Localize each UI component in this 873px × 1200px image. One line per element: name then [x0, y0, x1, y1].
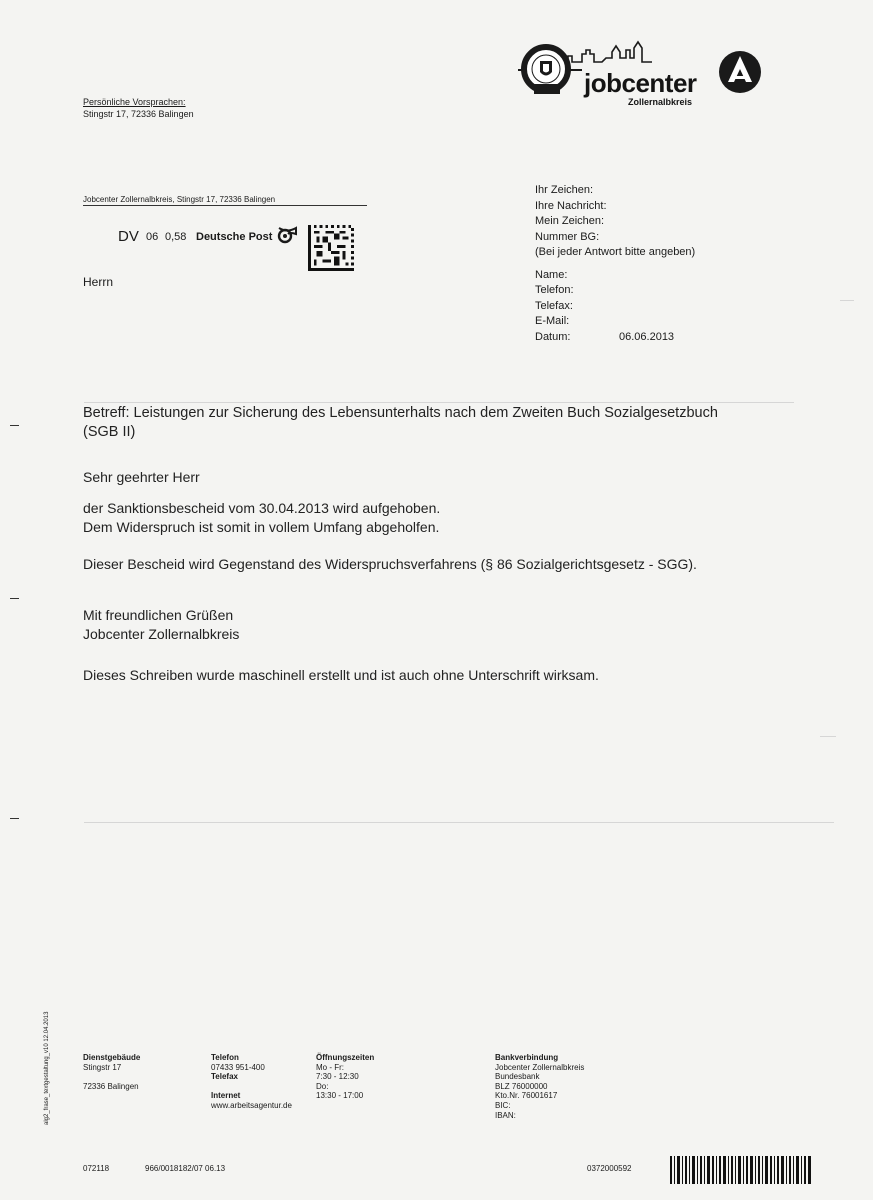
footer-bank-institute: Bundesbank	[495, 1072, 540, 1082]
ref-telefon: Telefon:	[535, 284, 574, 296]
visit-address-label: Persönliche Vorsprachen:	[83, 97, 186, 107]
footer-hours-time-2: 13:30 - 17:00	[316, 1091, 364, 1101]
postage-carrier: Deutsche Post	[196, 231, 273, 243]
letter-paragraph-2: Dieser Bescheid wird Gegenstand des Widerspruchsverfahrens (§ 86 Sozialgerichtsgesetz - SGG).	[83, 556, 697, 572]
footer-fax-title: Telefax	[211, 1072, 238, 1082]
postage-stamp	[118, 228, 358, 274]
closing-line-1: Mit freundlichen Grüßen	[83, 607, 234, 623]
scan-rule	[84, 402, 794, 403]
paragraph-1-line-1: der Sanktionsbescheid vom 30.04.2013 wird aufgehoben.	[83, 500, 441, 516]
footer-phone: 07433 951-400	[211, 1062, 265, 1072]
ref-ihr-zeichen: Ihr Zeichen:	[535, 184, 594, 196]
footer-internet: www.arbeitsagentur.de	[211, 1100, 292, 1110]
ref-mein-zeichen: Mein Zeichen:	[535, 215, 605, 227]
footer-contact	[211, 1053, 311, 1111]
footer-hours-time-1: 7:30 - 12:30	[316, 1072, 359, 1082]
postage-amount: 0,58	[165, 231, 187, 243]
ref-name: Name:	[535, 268, 568, 281]
footer-bank	[495, 1053, 635, 1120]
footer-bank-kto: Kto.Nr. 76001617	[495, 1091, 558, 1101]
logo-region: Zollernalbkreis	[628, 97, 693, 107]
paragraph-1-line-2: Dem Widerspruch ist somit in vollem Umfang abgeholfen.	[83, 519, 440, 535]
scan-rule	[840, 300, 854, 301]
letter-closing	[83, 606, 239, 644]
footer-phone-title: Telefon	[211, 1053, 239, 1062]
footer-internet-title: Internet	[211, 1091, 241, 1101]
footer-building-street: Stingstr 17	[83, 1062, 122, 1072]
postage-dv: DV	[118, 228, 139, 245]
reference-block	[535, 183, 835, 345]
letter-greeting: Sehr geehrter Herr	[83, 469, 200, 485]
fold-mark	[10, 598, 19, 599]
footer-hours	[316, 1053, 426, 1101]
post-horn-icon	[276, 224, 298, 246]
footer-bank-iban: IBAN:	[495, 1110, 516, 1120]
ref-hint: (Bei jeder Antwort bitte angeben)	[535, 246, 696, 258]
footer-bank-bic: BIC:	[495, 1100, 511, 1110]
fold-mark	[10, 425, 19, 426]
ref-date-row	[535, 330, 835, 346]
ref-email: E-Mail:	[535, 315, 570, 327]
footer-building-title: Dienstgebäude	[83, 1053, 141, 1062]
code-middle: 966/0018182/07 06.13	[145, 1164, 226, 1173]
subject-line-2: (SGB II)	[83, 424, 136, 440]
visit-address: Stingstr 17, 72336 Balingen	[83, 109, 194, 119]
ref-nummer-bg: Nummer BG:	[535, 230, 600, 243]
letter-subject	[83, 404, 803, 442]
closing-line-2: Jobcenter Zollernalbkreis	[83, 626, 240, 642]
footer-hours-days-2: Do:	[316, 1081, 329, 1091]
code-left: 072118	[83, 1164, 110, 1173]
footer-hours-days-1: Mo - Fr:	[316, 1062, 344, 1072]
ref-ihre-nachricht: Ihre Nachricht:	[535, 199, 607, 212]
visit-address-block	[83, 96, 194, 120]
barcode-icon	[670, 1156, 812, 1184]
logo-wordmark: jobcenter	[584, 68, 697, 98]
return-address: Jobcenter Zollernalbkreis, Stingstr 17, 72336 Balingen	[83, 194, 367, 206]
datamatrix-code-icon	[308, 225, 354, 271]
ref-datum-value: 06.06.2013	[619, 330, 675, 343]
scan-rule	[84, 822, 834, 823]
footer-hours-title: Öffnungszeiten	[316, 1053, 375, 1062]
machine-note: Dieses Schreiben wurde maschinell erstellt und ist auch ohne Unterschrift wirksam.	[83, 667, 599, 683]
jobcenter-logo	[516, 36, 766, 114]
ref-datum-label: Datum:	[535, 330, 571, 343]
letter-paragraph-1	[83, 499, 440, 537]
footer-building-city: 72336 Balingen	[83, 1081, 139, 1091]
subject-line-1: Betreff: Leistungen zur Sicherung des Lebensunterhalts nach dem Zweiten Buch Sozialgesetzbuch	[83, 405, 718, 421]
scan-rule	[820, 736, 836, 737]
ref-telefax: Telefax:	[535, 299, 573, 312]
footer-bank-blz: BLZ 76000000	[495, 1081, 548, 1091]
recipient-salutation: Herrn	[83, 275, 114, 289]
footer-bank-title: Bankverbindung	[495, 1053, 559, 1062]
code-right: 0372000592	[587, 1164, 632, 1173]
side-form-code: alg2_frase_textgestaltung_v10 12.04.2013	[44, 1011, 50, 1125]
footer-bank-name: Jobcenter Zollernalbkreis	[495, 1062, 585, 1072]
postage-code: 06	[146, 231, 159, 243]
footer-building	[83, 1053, 203, 1091]
fold-mark	[10, 818, 19, 819]
